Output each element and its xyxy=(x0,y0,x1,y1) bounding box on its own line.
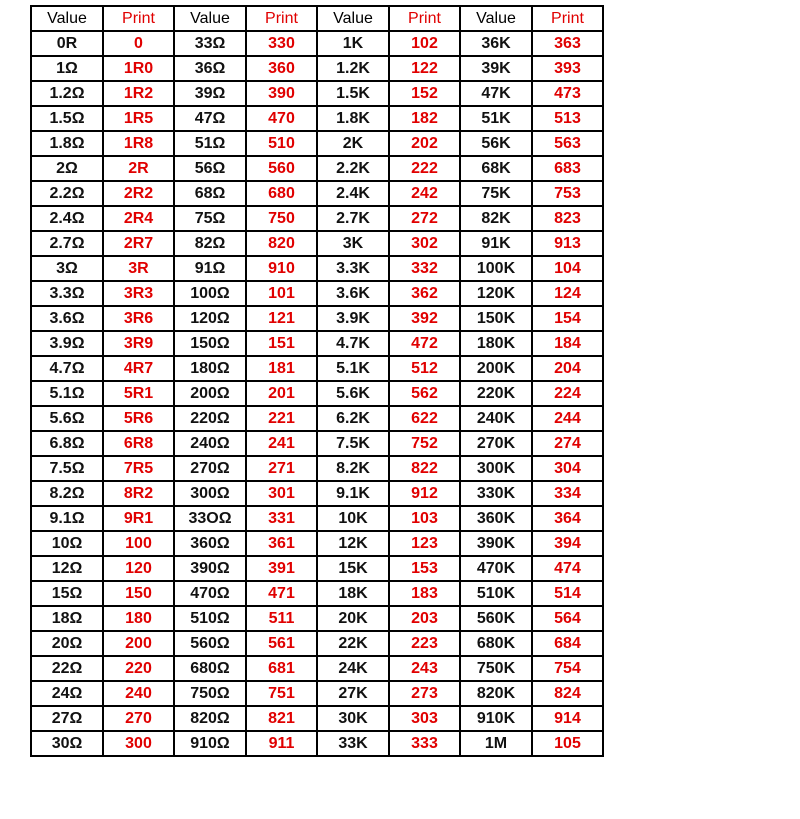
print-code-cell: 1R2 xyxy=(103,81,174,106)
table-row xyxy=(31,131,603,156)
table-body xyxy=(31,31,603,756)
print-code-cell: 560 xyxy=(246,156,317,181)
print-code-cell: 751 xyxy=(246,681,317,706)
resistance-value-cell: 8.2Ω xyxy=(31,481,103,506)
resistance-value-cell: 240K xyxy=(460,406,532,431)
print-code-cell: 4R7 xyxy=(103,356,174,381)
table-row xyxy=(31,606,603,631)
print-code-cell: 820 xyxy=(246,231,317,256)
resistance-value-cell: 82Ω xyxy=(174,231,246,256)
resistance-value-cell: 22Ω xyxy=(31,656,103,681)
resistance-value-cell: 5.1K xyxy=(317,356,389,381)
print-code-cell: 470 xyxy=(246,106,317,131)
print-code-cell: 361 xyxy=(246,531,317,556)
resistance-value-cell: 1.8Ω xyxy=(31,131,103,156)
print-code-cell: 224 xyxy=(532,381,603,406)
print-code-cell: 754 xyxy=(532,656,603,681)
table-row xyxy=(31,556,603,581)
resistance-value-cell: 68Ω xyxy=(174,181,246,206)
print-code-cell: 180 xyxy=(103,606,174,631)
resistance-value-cell: 20K xyxy=(317,606,389,631)
print-code-cell: 7R5 xyxy=(103,456,174,481)
print-code-cell: 512 xyxy=(389,356,460,381)
resistance-value-cell: 560Ω xyxy=(174,631,246,656)
print-code-cell: 184 xyxy=(532,331,603,356)
resistance-value-cell: 270Ω xyxy=(174,456,246,481)
print-code-cell: 822 xyxy=(389,456,460,481)
resistance-value-cell: 15Ω xyxy=(31,581,103,606)
resistance-value-cell: 220K xyxy=(460,381,532,406)
print-code-cell: 363 xyxy=(532,31,603,56)
table-row xyxy=(31,506,603,531)
resistance-value-cell: 1.2K xyxy=(317,56,389,81)
print-code-cell: 680 xyxy=(246,181,317,206)
print-code-cell: 240 xyxy=(103,681,174,706)
table-row xyxy=(31,281,603,306)
table-row xyxy=(31,481,603,506)
resistance-value-cell: 360K xyxy=(460,506,532,531)
table-row xyxy=(31,681,603,706)
resistance-value-cell: 360Ω xyxy=(174,531,246,556)
print-code-cell: 561 xyxy=(246,631,317,656)
resistance-value-cell: 3.9Ω xyxy=(31,331,103,356)
resistance-value-cell: 82K xyxy=(460,206,532,231)
resistance-value-cell: 120Ω xyxy=(174,306,246,331)
header-print: Print xyxy=(532,6,603,31)
resistance-value-cell: 30Ω xyxy=(31,731,103,756)
resistance-value-cell: 36K xyxy=(460,31,532,56)
print-code-cell: 622 xyxy=(389,406,460,431)
resistance-value-cell: 1.2Ω xyxy=(31,81,103,106)
print-code-cell: 121 xyxy=(246,306,317,331)
print-code-cell: 2R7 xyxy=(103,231,174,256)
print-code-cell: 6R8 xyxy=(103,431,174,456)
print-code-cell: 563 xyxy=(532,131,603,156)
resistance-value-cell: 3K xyxy=(317,231,389,256)
print-code-cell: 1R5 xyxy=(103,106,174,131)
resistance-value-cell: 820Ω xyxy=(174,706,246,731)
resistance-value-cell: 750K xyxy=(460,656,532,681)
resistance-value-cell: 6.2K xyxy=(317,406,389,431)
resistance-value-cell: 680Ω xyxy=(174,656,246,681)
resistance-value-cell: 10K xyxy=(317,506,389,531)
print-code-cell: 474 xyxy=(532,556,603,581)
print-code-cell: 910 xyxy=(246,256,317,281)
print-code-cell: 101 xyxy=(246,281,317,306)
resistance-value-cell: 240Ω xyxy=(174,431,246,456)
table-row xyxy=(31,456,603,481)
resistance-value-cell: 4.7Ω xyxy=(31,356,103,381)
print-code-cell: 3R9 xyxy=(103,331,174,356)
print-code-cell: 1R8 xyxy=(103,131,174,156)
resistance-value-cell: 1.8K xyxy=(317,106,389,131)
print-code-cell: 684 xyxy=(532,631,603,656)
resistance-value-cell: 300Ω xyxy=(174,481,246,506)
print-code-cell: 154 xyxy=(532,306,603,331)
print-code-cell: 913 xyxy=(532,231,603,256)
resistance-value-cell: 24K xyxy=(317,656,389,681)
print-code-cell: 393 xyxy=(532,56,603,81)
print-code-cell: 473 xyxy=(532,81,603,106)
print-code-cell: 104 xyxy=(532,256,603,281)
print-code-cell: 750 xyxy=(246,206,317,231)
print-code-cell: 823 xyxy=(532,206,603,231)
resistance-value-cell: 100Ω xyxy=(174,281,246,306)
resistance-value-cell: 2.7K xyxy=(317,206,389,231)
print-code-cell: 182 xyxy=(389,106,460,131)
print-code-cell: 204 xyxy=(532,356,603,381)
table-row xyxy=(31,381,603,406)
resistance-value-cell: 56K xyxy=(460,131,532,156)
resistance-value-cell: 820K xyxy=(460,681,532,706)
print-code-cell: 914 xyxy=(532,706,603,731)
resistance-value-cell: 0R xyxy=(31,31,103,56)
print-code-cell: 183 xyxy=(389,581,460,606)
print-code-cell: 302 xyxy=(389,231,460,256)
print-code-cell: 3R3 xyxy=(103,281,174,306)
print-code-cell: 220 xyxy=(103,656,174,681)
print-code-cell: 273 xyxy=(389,681,460,706)
table-row xyxy=(31,356,603,381)
print-code-cell: 390 xyxy=(246,81,317,106)
table-row xyxy=(31,256,603,281)
print-code-cell: 362 xyxy=(389,281,460,306)
resistance-value-cell: 39Ω xyxy=(174,81,246,106)
resistance-value-cell: 1M xyxy=(460,731,532,756)
print-code-cell: 152 xyxy=(389,81,460,106)
print-code-cell: 151 xyxy=(246,331,317,356)
print-code-cell: 181 xyxy=(246,356,317,381)
resistance-value-cell: 150Ω xyxy=(174,331,246,356)
print-code-cell: 513 xyxy=(532,106,603,131)
print-code-cell: 304 xyxy=(532,456,603,481)
resistance-value-cell: 150K xyxy=(460,306,532,331)
resistance-value-cell: 5.6Ω xyxy=(31,406,103,431)
table-row xyxy=(31,306,603,331)
resistance-value-cell: 68K xyxy=(460,156,532,181)
resistance-value-cell: 5.1Ω xyxy=(31,381,103,406)
resistance-value-cell: 30K xyxy=(317,706,389,731)
print-code-cell: 564 xyxy=(532,606,603,631)
print-code-cell: 5R6 xyxy=(103,406,174,431)
resistance-value-cell: 5.6K xyxy=(317,381,389,406)
resistance-value-cell: 330K xyxy=(460,481,532,506)
resistance-value-cell: 3.3Ω xyxy=(31,281,103,306)
resistance-value-cell: 220Ω xyxy=(174,406,246,431)
print-code-cell: 911 xyxy=(246,731,317,756)
print-code-cell: 2R4 xyxy=(103,206,174,231)
print-code-cell: 333 xyxy=(389,731,460,756)
print-code-cell: 331 xyxy=(246,506,317,531)
table-row xyxy=(31,31,603,56)
resistance-value-cell: 2K xyxy=(317,131,389,156)
resistance-value-cell: 2.2Ω xyxy=(31,181,103,206)
resistance-value-cell: 18K xyxy=(317,581,389,606)
resistance-value-cell: 2.7Ω xyxy=(31,231,103,256)
print-code-cell: 364 xyxy=(532,506,603,531)
table-row xyxy=(31,56,603,81)
print-code-cell: 330 xyxy=(246,31,317,56)
print-code-cell: 120 xyxy=(103,556,174,581)
resistance-value-cell: 33Ω xyxy=(174,31,246,56)
resistance-value-cell: 3.6K xyxy=(317,281,389,306)
resistance-value-cell: 47K xyxy=(460,81,532,106)
table-row xyxy=(31,656,603,681)
print-code-cell: 392 xyxy=(389,306,460,331)
resistance-value-cell: 91Ω xyxy=(174,256,246,281)
print-code-cell: 562 xyxy=(389,381,460,406)
print-code-cell: 824 xyxy=(532,681,603,706)
resistance-value-cell: 1K xyxy=(317,31,389,56)
print-code-cell: 123 xyxy=(389,531,460,556)
print-code-cell: 332 xyxy=(389,256,460,281)
print-code-cell: 105 xyxy=(532,731,603,756)
print-code-cell: 153 xyxy=(389,556,460,581)
resistance-value-cell: 180K xyxy=(460,331,532,356)
resistance-value-cell: 120K xyxy=(460,281,532,306)
print-code-cell: 100 xyxy=(103,531,174,556)
print-code-cell: 511 xyxy=(246,606,317,631)
resistance-value-cell: 560K xyxy=(460,606,532,631)
table-row xyxy=(31,531,603,556)
table-row xyxy=(31,406,603,431)
header-print: Print xyxy=(389,6,460,31)
resistance-value-cell: 270K xyxy=(460,431,532,456)
print-code-cell: 301 xyxy=(246,481,317,506)
resistance-value-cell: 8.2K xyxy=(317,456,389,481)
print-code-cell: 394 xyxy=(532,531,603,556)
resistance-value-cell: 91K xyxy=(460,231,532,256)
resistance-value-cell: 3Ω xyxy=(31,256,103,281)
resistance-value-cell: 51K xyxy=(460,106,532,131)
print-code-cell: 223 xyxy=(389,631,460,656)
print-code-cell: 274 xyxy=(532,431,603,456)
resistance-value-cell: 12K xyxy=(317,531,389,556)
print-code-cell: 471 xyxy=(246,581,317,606)
table-row xyxy=(31,231,603,256)
resistance-value-cell: 75Ω xyxy=(174,206,246,231)
print-code-cell: 514 xyxy=(532,581,603,606)
resistor-code-table xyxy=(30,5,604,757)
resistance-value-cell: 27Ω xyxy=(31,706,103,731)
resistance-value-cell: 6.8Ω xyxy=(31,431,103,456)
resistance-value-cell: 47Ω xyxy=(174,106,246,131)
table-row xyxy=(31,581,603,606)
table-row xyxy=(31,156,603,181)
resistance-value-cell: 56Ω xyxy=(174,156,246,181)
table-row xyxy=(31,206,603,231)
print-code-cell: 122 xyxy=(389,56,460,81)
resistance-value-cell: 3.6Ω xyxy=(31,306,103,331)
resistance-value-cell: 300K xyxy=(460,456,532,481)
print-code-cell: 821 xyxy=(246,706,317,731)
print-code-cell: 360 xyxy=(246,56,317,81)
header-value: Value xyxy=(460,6,532,31)
resistance-value-cell: 9.1K xyxy=(317,481,389,506)
resistance-value-cell: 910K xyxy=(460,706,532,731)
print-code-cell: 2R xyxy=(103,156,174,181)
table-row xyxy=(31,106,603,131)
print-code-cell: 303 xyxy=(389,706,460,731)
resistance-value-cell: 7.5Ω xyxy=(31,456,103,481)
table-row xyxy=(31,431,603,456)
print-code-cell: 102 xyxy=(389,31,460,56)
resistance-value-cell: 33K xyxy=(317,731,389,756)
print-code-cell: 203 xyxy=(389,606,460,631)
print-code-cell: 752 xyxy=(389,431,460,456)
resistance-value-cell: 9.1Ω xyxy=(31,506,103,531)
resistance-value-cell: 3.9K xyxy=(317,306,389,331)
resistance-value-cell: 24Ω xyxy=(31,681,103,706)
resistance-value-cell: 180Ω xyxy=(174,356,246,381)
resistance-value-cell: 200K xyxy=(460,356,532,381)
resistance-value-cell: 390Ω xyxy=(174,556,246,581)
resistance-value-cell: 20Ω xyxy=(31,631,103,656)
resistance-value-cell: 39K xyxy=(460,56,532,81)
print-code-cell: 0 xyxy=(103,31,174,56)
resistance-value-cell: 2Ω xyxy=(31,156,103,181)
resistance-value-cell: 100K xyxy=(460,256,532,281)
print-code-cell: 2R2 xyxy=(103,181,174,206)
print-code-cell: 124 xyxy=(532,281,603,306)
header-print: Print xyxy=(103,6,174,31)
resistance-value-cell: 7.5K xyxy=(317,431,389,456)
header-value: Value xyxy=(317,6,389,31)
resistance-value-cell: 4.7K xyxy=(317,331,389,356)
table-row xyxy=(31,81,603,106)
print-code-cell: 8R2 xyxy=(103,481,174,506)
header-value: Value xyxy=(31,6,103,31)
print-code-cell: 3R xyxy=(103,256,174,281)
table-row xyxy=(31,731,603,756)
resistance-value-cell: 2.2K xyxy=(317,156,389,181)
table-row xyxy=(31,706,603,731)
print-code-cell: 270 xyxy=(103,706,174,731)
resistance-value-cell: 510Ω xyxy=(174,606,246,631)
print-code-cell: 150 xyxy=(103,581,174,606)
resistance-value-cell: 2.4Ω xyxy=(31,206,103,231)
resistance-value-cell: 910Ω xyxy=(174,731,246,756)
print-code-cell: 681 xyxy=(246,656,317,681)
print-code-cell: 683 xyxy=(532,156,603,181)
resistance-value-cell: 200Ω xyxy=(174,381,246,406)
resistance-value-cell: 27K xyxy=(317,681,389,706)
table-header-row xyxy=(31,6,603,31)
print-code-cell: 241 xyxy=(246,431,317,456)
print-code-cell: 103 xyxy=(389,506,460,531)
table-row xyxy=(31,181,603,206)
resistance-value-cell: 12Ω xyxy=(31,556,103,581)
resistance-value-cell: 390K xyxy=(460,531,532,556)
resistance-value-cell: 3.3K xyxy=(317,256,389,281)
print-code-cell: 1R0 xyxy=(103,56,174,81)
resistor-code-table-container xyxy=(30,5,604,757)
print-code-cell: 472 xyxy=(389,331,460,356)
print-code-cell: 243 xyxy=(389,656,460,681)
print-code-cell: 753 xyxy=(532,181,603,206)
table-row xyxy=(31,331,603,356)
resistance-value-cell: 18Ω xyxy=(31,606,103,631)
resistance-value-cell: 1Ω xyxy=(31,56,103,81)
print-code-cell: 200 xyxy=(103,631,174,656)
print-code-cell: 271 xyxy=(246,456,317,481)
table-row xyxy=(31,631,603,656)
header-print: Print xyxy=(246,6,317,31)
resistance-value-cell: 33OΩ xyxy=(174,506,246,531)
print-code-cell: 3R6 xyxy=(103,306,174,331)
print-code-cell: 201 xyxy=(246,381,317,406)
resistance-value-cell: 36Ω xyxy=(174,56,246,81)
resistance-value-cell: 1.5K xyxy=(317,81,389,106)
print-code-cell: 5R1 xyxy=(103,381,174,406)
resistance-value-cell: 1.5Ω xyxy=(31,106,103,131)
print-code-cell: 334 xyxy=(532,481,603,506)
print-code-cell: 300 xyxy=(103,731,174,756)
resistance-value-cell: 51Ω xyxy=(174,131,246,156)
resistance-value-cell: 680K xyxy=(460,631,532,656)
print-code-cell: 510 xyxy=(246,131,317,156)
resistance-value-cell: 470K xyxy=(460,556,532,581)
print-code-cell: 912 xyxy=(389,481,460,506)
resistance-value-cell: 2.4K xyxy=(317,181,389,206)
resistance-value-cell: 10Ω xyxy=(31,531,103,556)
print-code-cell: 222 xyxy=(389,156,460,181)
resistance-value-cell: 22K xyxy=(317,631,389,656)
print-code-cell: 9R1 xyxy=(103,506,174,531)
print-code-cell: 391 xyxy=(246,556,317,581)
resistance-value-cell: 470Ω xyxy=(174,581,246,606)
resistance-value-cell: 750Ω xyxy=(174,681,246,706)
header-value: Value xyxy=(174,6,246,31)
print-code-cell: 202 xyxy=(389,131,460,156)
resistance-value-cell: 510K xyxy=(460,581,532,606)
print-code-cell: 242 xyxy=(389,181,460,206)
resistance-value-cell: 15K xyxy=(317,556,389,581)
print-code-cell: 244 xyxy=(532,406,603,431)
resistance-value-cell: 75K xyxy=(460,181,532,206)
print-code-cell: 272 xyxy=(389,206,460,231)
print-code-cell: 221 xyxy=(246,406,317,431)
